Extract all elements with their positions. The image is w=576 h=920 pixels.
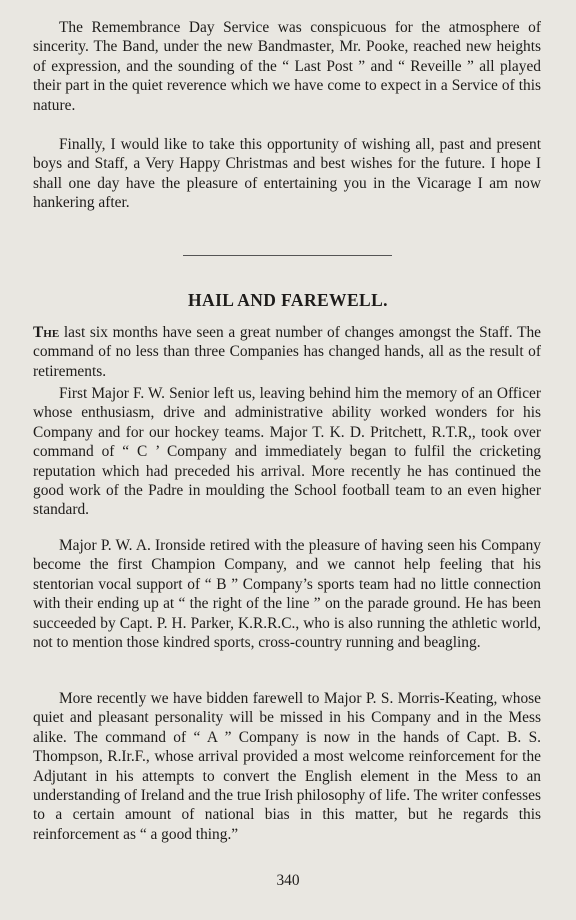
paragraph-major-senior: First Major F. W. Senior left us, leaving behind him the memory of an Officer whose enthusiasm, drive and administrative ability worked wonders for his Company and for our hockey teams. Major T. K. D. Pritchett, R.T.R,, took over command of “ C ’ Company and immediately began to fulfil the cricketing reputation which had preceded his arrival. More recently he has continued the good work of the Padre in moulding the School football team to an even higher standard. bbox=[33, 385, 541, 519]
paragraph-staff-changes-text: last six months have seen a great number of changes amongst the Staff. The command of no less than three Companies has changed hands, all as the result of retirements. bbox=[33, 324, 541, 380]
page-number: 340 bbox=[276, 872, 300, 889]
section-heading: HAIL AND FAREWELL. bbox=[188, 290, 388, 310]
section-divider bbox=[183, 255, 392, 256]
paragraph-staff-changes bbox=[33, 323, 541, 381]
paragraph-remembrance-day: The Remembrance Day Service was conspicuous for the atmosphere of sincerity. The Band, under the new Bandmaster, Mr. Pooke, reached new heights of expression, and the sounding of the “ Last Post ” and “ Reveille ” all played their part in the quiet reverence which we have come to expect in a Service of this nature. bbox=[33, 19, 541, 114]
paragraph-christmas-wishes: Finally, I would like to take this opportunity of wishing all, past and present boys and Staff, a Very Happy Christmas and best wishes for the future. I hope I shall one day have the pleasure of entertaining you in the Vicarage I am now hankering after. bbox=[33, 136, 541, 212]
paragraph-lead-word: The bbox=[33, 324, 60, 341]
paragraph-major-morris-keating: More recently we have bidden farewell to Major P. S. Morris-Keating, whose quiet and pleasant personality will be missed in his Company and in the Mess alike. The command of “ A ” Company is now in the hands of Capt. B. S. Thompson, R.Ir.F., whose arrival provided a most welcome reinforcement for the Adjutant in his attempts to convert the English element in the Mess to an understanding of Ireland and the true Irish philosophy of life. The writer confesses to a certain amount of national bias in this matter, but he regards this reinforcement as “ a good thing.” bbox=[33, 690, 541, 843]
paragraph-major-ironside: Major P. W. A. Ironside retired with the pleasure of having seen his Company become the first Champion Company, and we cannot help feeling that his stentorian vocal support of “ B ” Company’s sports team had no little connection with their ending up at “ the right of the line ” on the parade ground. He has been succeeded by Capt. P. H. Parker, K.R.R.C., who is also running the athletic world, not to mention those kindred sports, cross-country running and beagling. bbox=[33, 537, 541, 652]
